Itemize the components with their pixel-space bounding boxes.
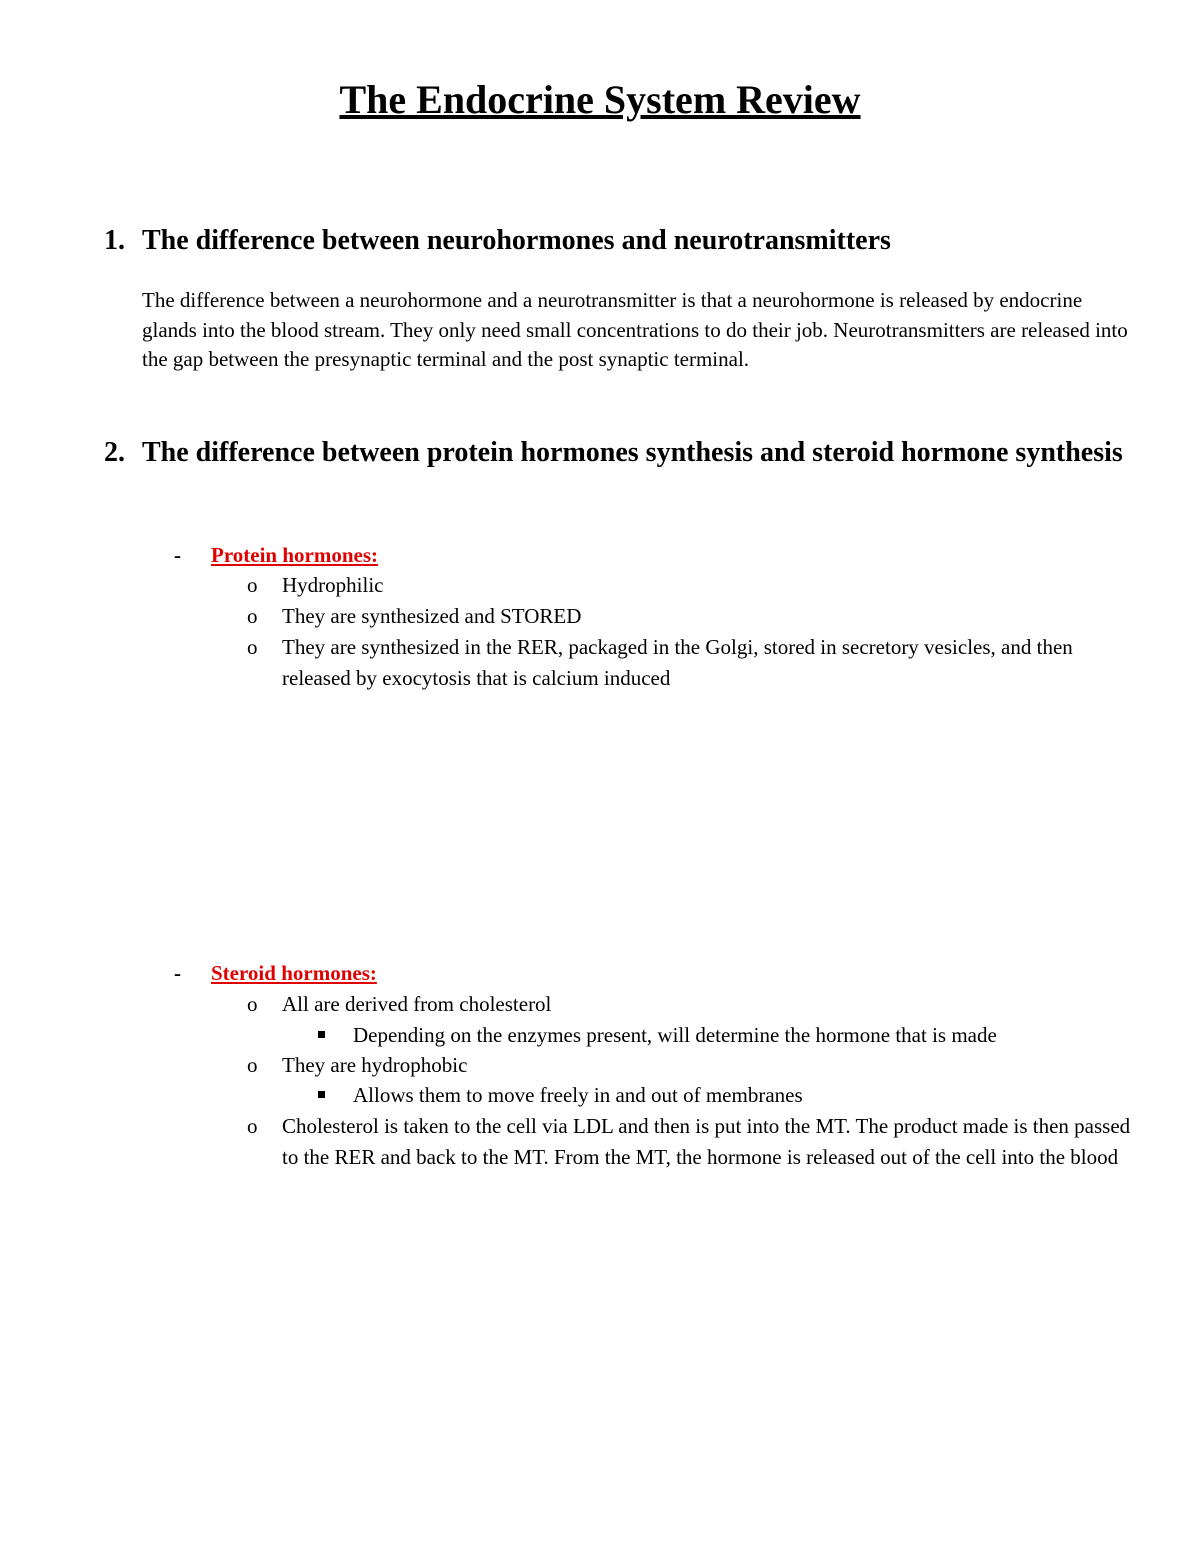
section-heading-text: The difference between protein hormones synthesis and steroid hormone synthesis [142,437,1123,468]
sub-list-item-text: Depending on the enzymes present, will determine the hormone that is made [353,1023,997,1047]
list-item-text: All are derived from cholesterol [282,992,552,1016]
circle-bullet: o [247,1053,258,1077]
section-1-paragraph: The difference between a neurohormone and a neurotransmitter is that a neurohormone is released by endocrine glands into the blood stream. They only need small concentrations to do their job. Neurotransmitters are released into the gap between the presynaptic terminal and the post synaptic terminal. [142,288,1128,371]
section-1-heading [100,221,1140,260]
list-item-text: Hydrophilic [282,573,384,597]
protein-hormones-label: Protein hormones: [211,543,379,567]
list-item-text: Cholesterol is taken to the cell via LDL and then is put into the MT. The product made is then passed to the RER and back to the MT. From the MT, the hormone is released out of the cell into the blood [282,1114,1131,1169]
dash-bullet: - [174,543,181,567]
circle-bullet: o [247,635,258,659]
list-item-text: They are synthesized in the RER, packaged in the Golgi, stored in secretory vesicles, and then released by exocytosis that is calcium induced [282,635,1073,690]
section-2-heading [100,433,1140,472]
square-bullet-icon [318,1091,325,1098]
list-item-text: They are hydrophobic [282,1053,468,1077]
sub-list-item-text: Allows them to move freely in and out of membranes [353,1083,803,1107]
list-item-text: They are synthesized and STORED [282,604,582,628]
circle-bullet: o [247,604,258,628]
square-bullet-icon [318,1031,325,1038]
circle-bullet: o [247,573,258,597]
circle-bullet: o [247,1114,258,1138]
steroid-hormones-label: Steroid hormones: [211,961,377,985]
circle-bullet: o [247,992,258,1016]
section-number: 2. [104,437,125,468]
section-heading-text: The difference between neurohormones and neurotransmitters [142,225,891,256]
document-title: The Endocrine System Review [339,77,861,122]
section-number: 1. [104,225,125,256]
dash-bullet: - [174,961,181,985]
